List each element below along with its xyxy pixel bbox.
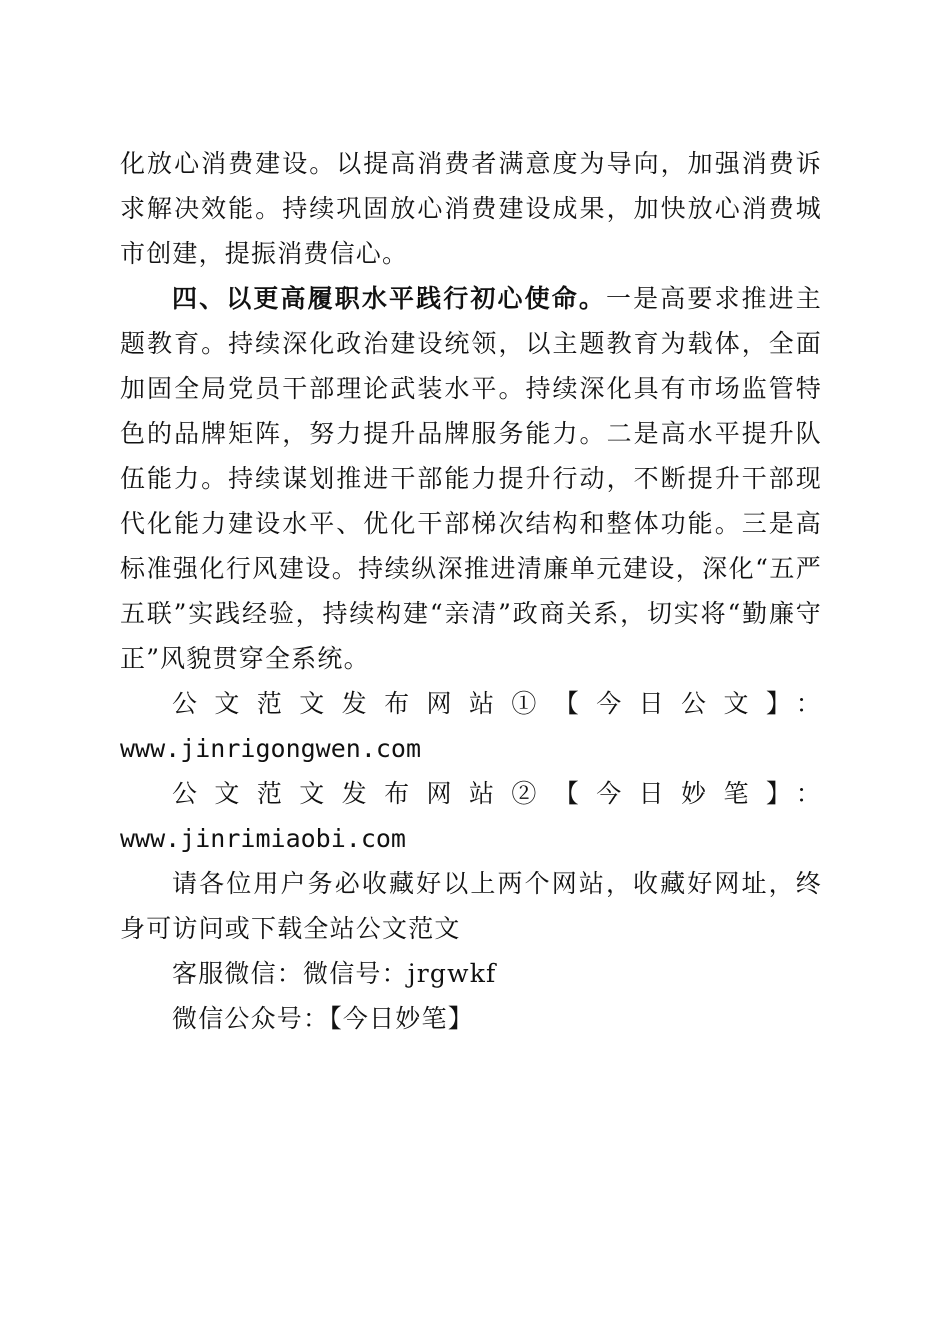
site-2-line	[120, 771, 822, 861]
section-body: 一是高要求推进主题教育。持续深化政治建设统领，以主题教育为载体，全面加固全局党员干部理论武装水平。持续深化具有市场监管特色的品牌矩阵，努力提升品牌服务能力。二是高水平提升队伍能力。持续谋划推进干部能力提升行动，不断提升干部现代化能力建设水平、优化干部梯次结构和整体功能。三是高标准强化行风建设。持续纵深推进清廉单元建设，深化“五严五联”实践经验，持续构建“亲清”政商关系，切实将“勤廉守正”风貌贯穿全系统。	[120, 284, 823, 673]
site-1-url[interactable]: www.jinrigongwen.com	[120, 734, 422, 763]
official-account: 微信公众号：【今日妙笔】	[172, 1004, 474, 1033]
section-heading: 四、以更高履职水平践行初心使命。	[172, 284, 606, 313]
service-wechat: 客服微信：微信号：jrgwkf	[172, 959, 497, 988]
notice-paragraph: 请各位用户务必收藏好以上两个网站，收藏好网址，终身可访问或下载全站公文范文	[120, 869, 822, 943]
document-page	[120, 141, 822, 1041]
paragraph-mission	[120, 276, 822, 681]
site-1-label: 公文范文发布网站①【今日公文】：	[172, 689, 822, 718]
site-2-label: 公文范文发布网站②【今日妙笔】：	[172, 779, 822, 808]
paragraph-consumption: 化放心消费建设。以提高消费者满意度为导向，加强消费诉求解决效能。持续巩固放心消费建设成果，加快放心消费城市创建，提振消费信心。	[120, 149, 822, 268]
site-2-url[interactable]: www.jinrimiaobi.com	[120, 824, 406, 853]
